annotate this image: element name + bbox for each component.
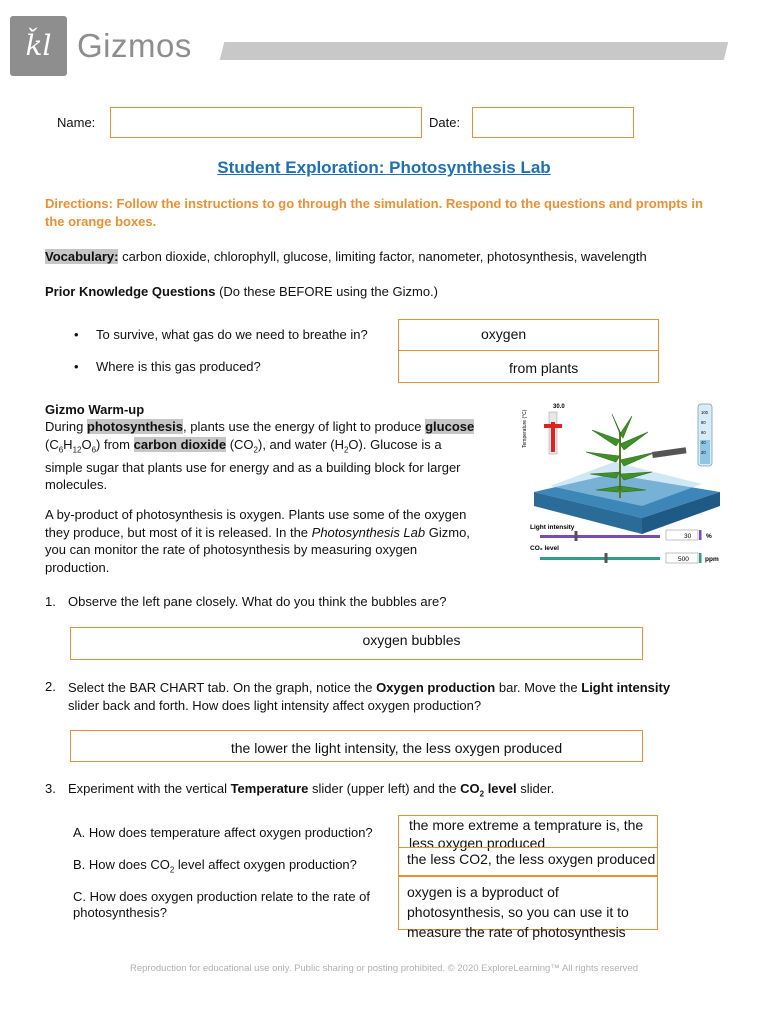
vocabulary-text: carbon dioxide, chlorophyll, glucose, limiting factor, nanometer, photosynthesis, wavelength	[118, 249, 647, 264]
q3a-answer: the more extreme a temprature is, the less oxygen produced	[409, 817, 644, 851]
light-intensity-slider	[540, 535, 660, 538]
svg-text:Temperature (°C): Temperature (°C)	[522, 409, 528, 448]
svg-text:30: 30	[684, 533, 692, 540]
svg-text:Light intensity: Light intensity	[530, 524, 575, 531]
svg-text:500: 500	[678, 556, 689, 563]
date-label: Date:	[429, 115, 461, 130]
q2-text: Select the BAR CHART tab. On the graph, notice the Oxygen production bar. Move the Light intensity slider back and forth. How does light intensity affect oxygen production?	[68, 680, 671, 713]
name-label: Name:	[57, 115, 96, 130]
header-decorative-bar	[220, 42, 728, 60]
vocabulary	[45, 249, 745, 266]
directions: Directions: Follow the instructions to go through the simulation. Respond to the questions and prompts in the orange boxes.	[45, 196, 703, 229]
light-intensity-thumb	[575, 531, 578, 541]
q3a-answer-box[interactable]	[398, 815, 658, 851]
q2-answer-box[interactable]	[70, 730, 643, 762]
prior-answer-2[interactable]: from plants	[398, 350, 659, 383]
q3a-question: A. How does temperature affect oxygen production?	[73, 825, 373, 840]
prior-question-2: • Where is this gas produced?	[96, 359, 261, 376]
q2-answer: the lower the light intensity, the less oxygen produced	[230, 740, 563, 756]
co2-level-thumb	[605, 553, 608, 563]
page-title: Student Exploration: Photosynthesis Lab	[217, 158, 551, 177]
svg-text:80: 80	[701, 420, 706, 425]
svg-text:%: %	[706, 533, 712, 540]
q1-answer-box[interactable]	[70, 627, 643, 660]
q1-answer: oxygen bubbles	[362, 632, 461, 648]
q3-number: 3.	[45, 781, 56, 796]
warmup-paragraph-2: A by-product of photosynthesis is oxygen. Plants use some of the oxygen they produce, but most of it is released. In the Photosynthesis Lab Gizmo, you can monitor the rate of photosynthesis by measuring oxygen production.	[45, 507, 470, 575]
q3c-answer: oxygen is a byproduct of photosynthesis, so you can use it to measure the rate of photosynthesis	[407, 884, 629, 940]
warmup-paragraph-1: During photosynthesis, plants use the energy of light to produce glucose $(C_6H_{12}O_6)$ from carbon dioxide $(CO_2)$, and water $(H_2O)$. Glucose is a simple sugar that plants use for energy and as a building block for larger molecules.	[45, 419, 475, 493]
prior-knowledge-heading	[45, 284, 745, 301]
warmup-heading: Gizmo Warm-up	[45, 402, 145, 417]
co2-level-slider	[540, 557, 660, 560]
term-carbon-dioxide: carbon dioxide	[133, 436, 227, 452]
q3c-question: C. How does oxygen production relate to the rate of photosynthesis?	[73, 889, 371, 920]
svg-text:20: 20	[701, 450, 706, 455]
prior-heading-text: Prior Knowledge Questions	[45, 284, 216, 299]
q3-text: Experiment with the vertical Temperature slider (upper left) and the $CO_2$ level slider.	[68, 781, 555, 799]
date-field[interactable]	[472, 107, 634, 138]
vocabulary-label: Vocabulary:	[45, 249, 119, 264]
prior-question-1: • To survive, what gas do we need to breathe in?	[96, 327, 368, 344]
q2-number: 2.	[45, 679, 56, 694]
q3c-answer-box[interactable]	[398, 876, 658, 940]
name-field[interactable]	[110, 107, 422, 138]
term-glucose: glucose	[425, 419, 475, 434]
q1-number: 1.	[45, 594, 56, 609]
prior-answer-1[interactable]: oxygen	[398, 319, 659, 351]
term-photosynthesis: photosynthesis	[86, 419, 183, 434]
svg-text:40: 40	[701, 440, 706, 445]
prior-note: (Do these BEFORE using the Gizmo.)	[215, 284, 438, 299]
brand-name: Gizmos	[77, 27, 192, 64]
copyright-footer: Reproduction for educational use only. Public sharing or posting prohibited. © 2020 ExploreLearning™ All rights reserved	[130, 963, 638, 974]
svg-text:60: 60	[701, 430, 706, 435]
measuring-tube-icon	[698, 404, 712, 466]
q3b-answer-box[interactable]	[398, 847, 658, 876]
svg-text:CO₂ level: CO₂ level	[530, 545, 559, 552]
svg-text:100: 100	[701, 410, 708, 415]
q3b-question: B. How does $CO_2$ level affect oxygen production?	[73, 857, 357, 875]
gizmo-screenshot	[520, 400, 734, 566]
svg-text:30.0: 30.0	[553, 404, 565, 410]
el-logo-icon: ǩl	[25, 29, 52, 62]
q3b-answer: the less CO2, the less oxygen produced	[407, 851, 656, 867]
svg-text:ppm: ppm	[705, 556, 719, 563]
q1-text: Observe the left pane closely. What do you think the bubbles are?	[68, 594, 447, 609]
